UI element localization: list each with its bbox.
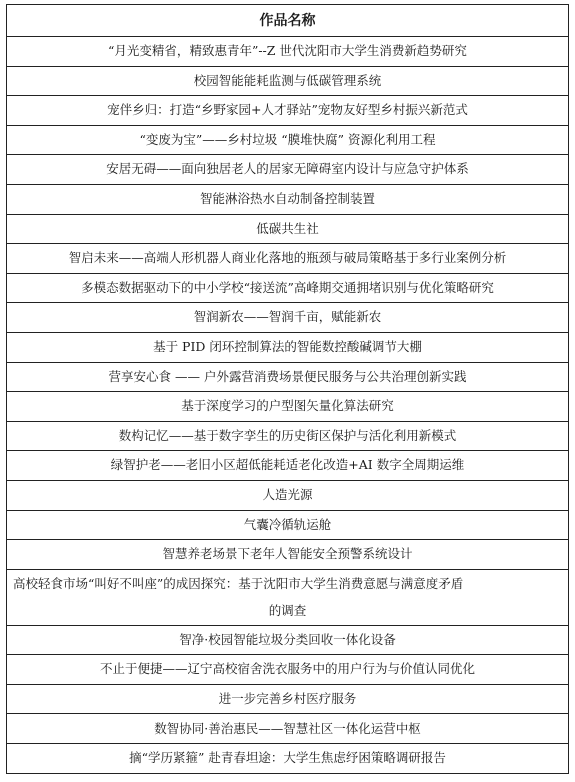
table-row: 摘“学历紧箍” 赴青春坦途：大学生焦虑纾困策略调研报告: [7, 744, 568, 774]
table-row: 智净·校园智能垃圾分类回收一体化设备: [7, 626, 568, 656]
table-row: 数智协同·善治惠民——智慧社区一体化运营中枢: [7, 714, 568, 744]
table-row: 宠伴乡归：打造“乡野家园+人才驿站”宠物友好型乡村振兴新范式: [7, 96, 568, 126]
table-row: 低碳共生社: [7, 215, 568, 245]
table-row: 进一步完善乡村医疗服务: [7, 685, 568, 715]
table-header: 作品名称: [7, 5, 568, 37]
table-row: 气囊冷循轨运舱: [7, 511, 568, 541]
table-row: 校园智能能耗监测与低碳管理系统: [7, 67, 568, 97]
table-row: 不止于便捷——辽宁高校宿舍洗衣服务中的用户行为与价值认同优化: [7, 655, 568, 685]
row-text-line-1: 高校轻食市场“叫好不叫座”的成因探究：基于沈阳市大学生消费意愿与满意度矛盾: [13, 576, 464, 592]
table-row: 智润新农——智润千亩，赋能新农: [7, 303, 568, 333]
table-row: 基于深度学习的户型图矢量化算法研究: [7, 392, 568, 422]
table-row: 绿智护老——老旧小区超低能耗适老化改造+AI 数字全周期运维: [7, 451, 568, 481]
table-row: “月光变精省，精致惠青年”--Z 世代沈阳市大学生消费新趋势研究: [7, 37, 568, 67]
table-row: 智慧养老场景下老年人智能安全预警系统设计: [7, 540, 568, 570]
table-row: 数构记忆——基于数字孪生的历史街区保护与活化利用新模式: [7, 422, 568, 452]
table-row: 基于 PID 闭环控制算法的智能数控酸碱调节大棚: [7, 333, 568, 363]
table-row: 智启未来——高端人形机器人商业化落地的瓶颈与破局策略基于多行业案例分析: [7, 244, 568, 274]
table-row: 多模态数据驱动下的中小学校“接送流”高峰期交通拥堵识别与优化策略研究: [7, 274, 568, 304]
works-table: [6, 4, 569, 774]
table-row: “变废为宝”——乡村垃圾 “膜堆快腐” 资源化利用工程: [7, 126, 568, 156]
table-row: 营享安心食 —— 户外露营消费场景便民服务与公共治理创新实践: [7, 363, 568, 393]
row-text-line-2: 的调查: [268, 603, 307, 619]
table-row: 人造光源: [7, 481, 568, 511]
table-row: 智能淋浴热水自动制备控制装置: [7, 185, 568, 215]
table-row-wrapped: [7, 570, 568, 626]
table-row: 安居无碍——面向独居老人的居家无障碍室内设计与应急守护体系: [7, 155, 568, 185]
